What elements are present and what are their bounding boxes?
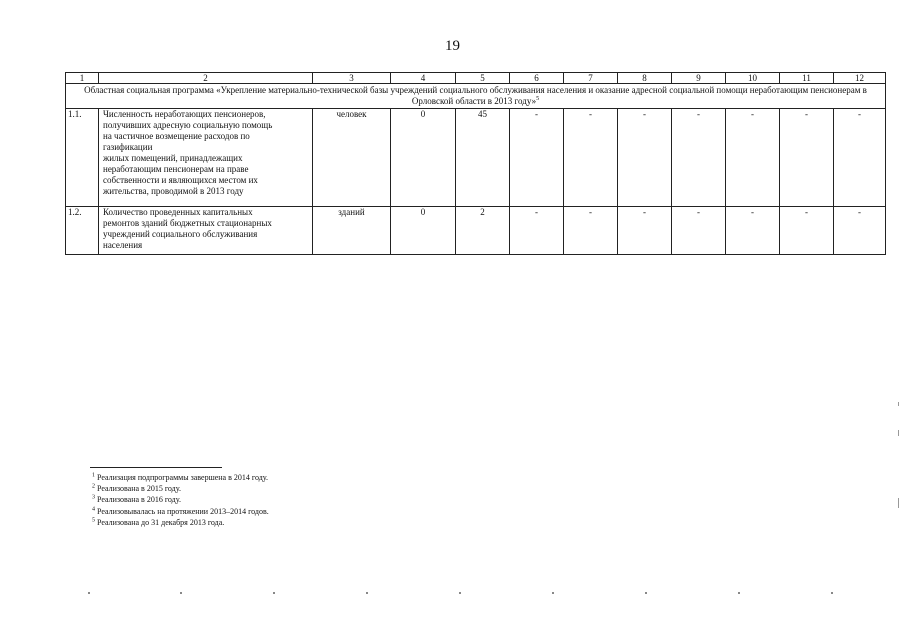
value-cell: - <box>618 207 672 255</box>
scan-dot <box>273 592 275 594</box>
scan-dot <box>831 592 833 594</box>
scan-edge-mark <box>898 430 899 436</box>
scan-dot <box>459 592 461 594</box>
value-cell: - <box>726 207 780 255</box>
description-line: жилых помещений, принадлежащих <box>103 153 243 163</box>
scan-dot <box>738 592 740 594</box>
indicator-description <box>99 207 313 255</box>
description-line: неработающим пенсионерам на праве <box>103 164 249 174</box>
header-cell: 1 <box>66 73 99 84</box>
footnote-text: Реализация подпрограммы завершена в 2014 году. <box>97 473 269 482</box>
header-cell: 2 <box>99 73 313 84</box>
value-cell: 0 <box>391 109 456 207</box>
value-cell: - <box>780 109 834 207</box>
footnote-mark: 3 <box>92 494 95 501</box>
value-cell: - <box>564 109 618 207</box>
value-cell: - <box>672 109 726 207</box>
footnote-mark: 4 <box>92 505 95 512</box>
description-line: населения <box>103 240 143 250</box>
table-row <box>66 207 886 255</box>
scan-edge-mark <box>898 498 899 508</box>
value-cell: - <box>564 207 618 255</box>
description-line: жительства, проводимой в 2013 году <box>103 186 244 196</box>
description-line: получивших адресную социальную помощь <box>103 120 273 130</box>
header-cell: 3 <box>313 73 391 84</box>
footnote <box>92 506 269 517</box>
description-line: Количество проведенных капитальных <box>103 207 253 217</box>
scan-artifact-dots <box>0 592 905 600</box>
value-cell: - <box>510 207 564 255</box>
unit-cell: человек <box>313 109 391 207</box>
program-title: Областная социальная программа «Укрепление материально-технической базы учреждений социального обслуживания населения и оказание адресной социальной помощи неработающим пенсионерам в Орловской области в 2013 году» <box>84 85 867 106</box>
description-line: собственности и являющихся местом их <box>103 175 258 185</box>
footnote-text: Реализовывалась на протяжении 2013–2014 годов. <box>97 506 269 516</box>
row-number: 1.1. <box>66 109 99 207</box>
indicator-description <box>99 109 313 207</box>
description-line: газификации <box>103 142 153 152</box>
scan-dot <box>180 592 182 594</box>
header-cell: 5 <box>456 73 510 84</box>
footnote-divider <box>90 467 222 468</box>
table-row <box>66 109 886 207</box>
program-row <box>66 84 886 109</box>
unit-cell: зданий <box>313 207 391 255</box>
description-line: Численность неработающих пенсионеров, <box>103 109 266 119</box>
footnotes <box>92 472 269 528</box>
page-number: 19 <box>445 38 460 54</box>
header-cell: 9 <box>672 73 726 84</box>
program-footnote-mark: 5 <box>536 96 540 102</box>
value-cell: - <box>726 109 780 207</box>
value-cell: - <box>780 207 834 255</box>
scan-dot <box>645 592 647 594</box>
value-cell: 0 <box>391 207 456 255</box>
value-cell: - <box>672 207 726 255</box>
indicators-table <box>65 72 886 255</box>
description-line: ремонтов зданий бюджетных стационарных <box>103 218 272 228</box>
header-cell: 10 <box>726 73 780 84</box>
program-title-cell <box>66 84 886 109</box>
value-cell: 2 <box>456 207 510 255</box>
description-line: на частичное возмещение расходов по <box>103 131 250 141</box>
header-cell: 6 <box>510 73 564 84</box>
value-cell: - <box>834 207 886 255</box>
footnote-mark: 1 <box>92 472 95 479</box>
row-number: 1.2. <box>66 207 99 255</box>
value-cell: - <box>618 109 672 207</box>
footnote-mark: 2 <box>92 483 95 490</box>
scan-dot <box>88 592 90 594</box>
header-cell: 11 <box>780 73 834 84</box>
value-cell: 45 <box>456 109 510 207</box>
footnote <box>92 517 269 528</box>
footnote-text: Реализована в 2016 году. <box>97 495 181 505</box>
footnote <box>92 483 269 494</box>
footnote <box>92 494 269 505</box>
scan-dot <box>552 592 554 594</box>
footnote-mark: 5 <box>92 517 95 524</box>
scan-dot <box>366 592 368 594</box>
header-cell: 7 <box>564 73 618 84</box>
footnote-text: Реализована до 31 декабря 2013 года. <box>97 517 225 527</box>
header-cell: 8 <box>618 73 672 84</box>
footnote <box>92 472 269 483</box>
footnote-text: Реализована в 2015 году. <box>97 484 181 494</box>
value-cell: - <box>510 109 564 207</box>
header-row <box>66 73 886 84</box>
header-cell: 4 <box>391 73 456 84</box>
scan-edge-mark <box>898 402 899 406</box>
value-cell: - <box>834 109 886 207</box>
description-line: учреждений социального обслуживания <box>103 229 258 239</box>
header-cell: 12 <box>834 73 886 84</box>
